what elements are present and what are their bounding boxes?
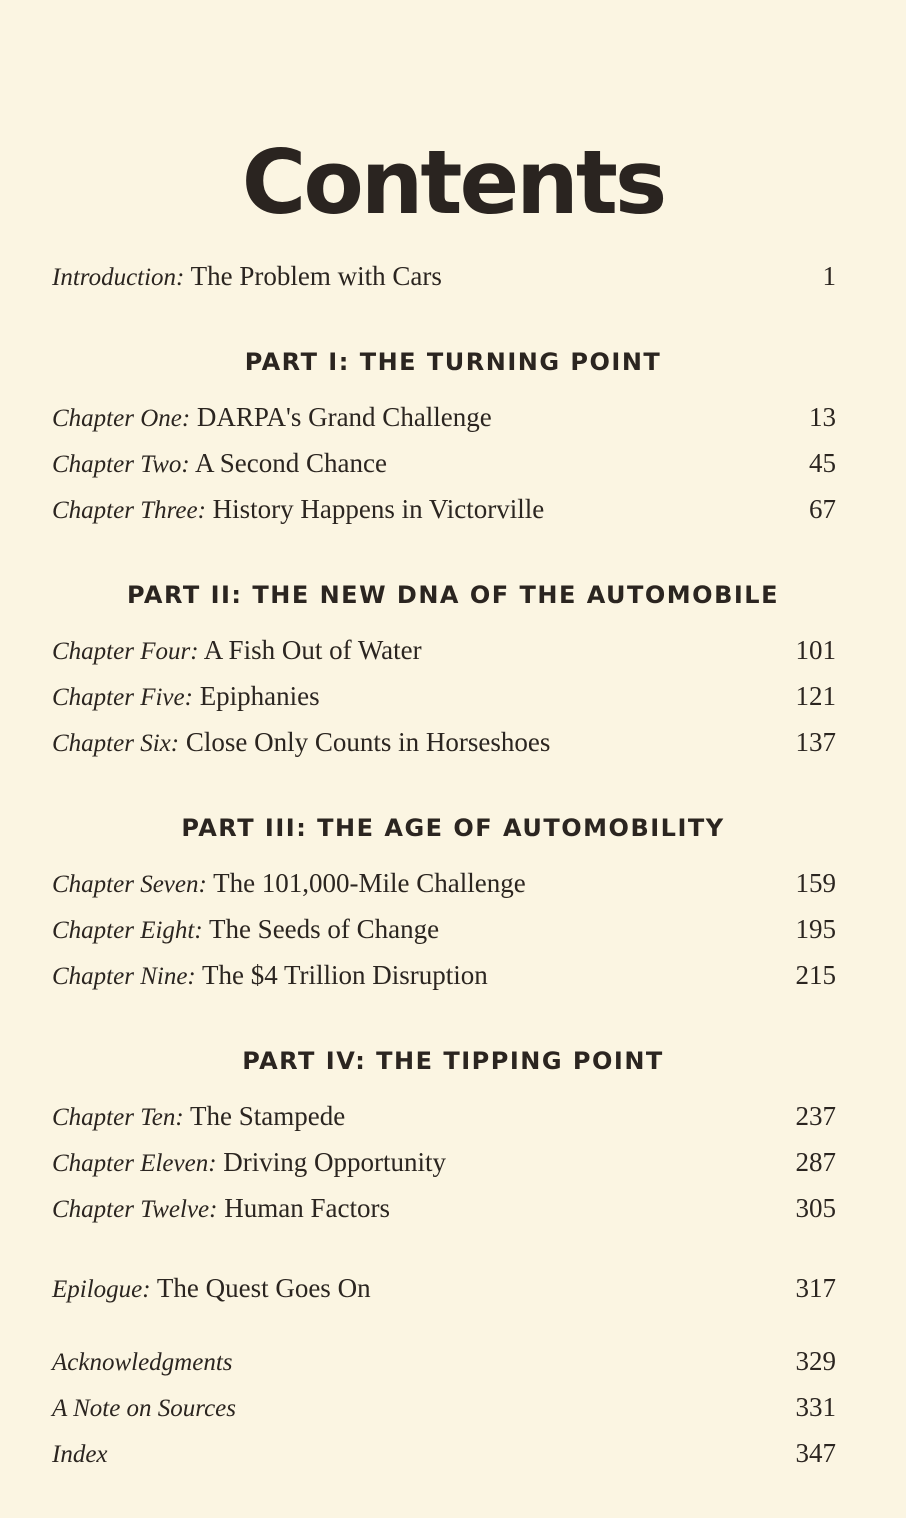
entry-label	[52, 678, 320, 716]
entry-page-number: 67	[809, 494, 836, 524]
entry-page-number: 1	[822, 261, 836, 291]
entry-label	[52, 865, 526, 903]
toc-entry-chapter-2[interactable]	[52, 445, 836, 481]
entry-title: The $4 Trillion Disruption	[202, 960, 488, 990]
toc-entry-chapter-12[interactable]	[52, 1190, 836, 1226]
entry-page-number: 159	[795, 868, 836, 898]
entry-page-number: 347	[795, 1438, 836, 1468]
entry-page-number: 331	[795, 1392, 836, 1422]
entry-page-number: 215	[795, 960, 836, 990]
entry-page-number: 329	[795, 1346, 836, 1376]
entry-prefix: Chapter Three:	[52, 497, 206, 524]
entry-label	[52, 632, 422, 670]
entry-title: The Stampede	[190, 1101, 346, 1131]
toc-entry-chapter-8[interactable]	[52, 911, 836, 947]
entry-title: The Quest Goes On	[156, 1273, 371, 1303]
entry-title: A Fish Out of Water	[203, 635, 422, 665]
entry-title: History Happens in Victorville	[212, 494, 545, 524]
entry-title: Human Factors	[224, 1193, 390, 1223]
entry-title: A Second Chance	[195, 448, 387, 478]
part-heading-3: PART III: THE AGE OF AUTOMOBILITY	[181, 814, 725, 842]
entry-prefix: Chapter Five:	[52, 684, 193, 711]
entry-title: DARPA's Grand Challenge	[196, 402, 492, 432]
toc-entry-note-on-sources[interactable]	[52, 1389, 836, 1425]
entry-prefix: Chapter Nine:	[52, 963, 196, 990]
entry-prefix: Chapter One:	[52, 405, 191, 432]
toc-entry-chapter-11[interactable]	[52, 1144, 836, 1180]
toc-entry-chapter-1[interactable]	[52, 399, 836, 435]
toc-entry-chapter-6[interactable]	[52, 724, 836, 760]
entry-page-number: 317	[795, 1273, 836, 1303]
entry-prefix: Chapter Seven:	[52, 871, 207, 898]
entry-page-number: 101	[795, 635, 836, 665]
entry-title: The 101,000-Mile Challenge	[213, 868, 526, 898]
entry-prefix: Chapter Eight:	[52, 917, 203, 944]
entry-title: Index	[52, 1441, 108, 1468]
entry-prefix: Chapter Two:	[52, 451, 190, 478]
toc-entry-chapter-9[interactable]	[52, 957, 836, 993]
toc-entry-epilogue[interactable]	[52, 1270, 836, 1306]
toc-entry-introduction[interactable]	[52, 258, 836, 294]
part-heading-4: PART IV: THE TIPPING POINT	[242, 1047, 664, 1075]
entry-label	[52, 1144, 446, 1182]
entry-label	[52, 1190, 390, 1228]
toc-entry-chapter-10[interactable]	[52, 1098, 836, 1134]
entry-title: The Problem with Cars	[190, 261, 442, 291]
entry-title: Epiphanies	[199, 681, 320, 711]
toc-entry-acknowledgments[interactable]	[52, 1343, 836, 1379]
entry-prefix: Chapter Six:	[52, 730, 180, 757]
entry-label	[52, 911, 439, 949]
entry-prefix: Chapter Twelve:	[52, 1196, 218, 1223]
toc-entry-chapter-7[interactable]	[52, 865, 836, 901]
entry-prefix: Chapter Ten:	[52, 1104, 184, 1131]
entry-label	[52, 399, 492, 437]
toc-entry-index[interactable]	[52, 1435, 836, 1471]
entry-prefix: Epilogue:	[52, 1276, 151, 1303]
entry-label	[52, 491, 544, 529]
entry-title: Close Only Counts in Horseshoes	[185, 727, 551, 757]
entry-page-number: 195	[795, 914, 836, 944]
entry-label	[52, 1270, 371, 1308]
entry-page-number: 45	[809, 448, 836, 478]
entry-label	[52, 1098, 345, 1136]
entry-page-number: 287	[795, 1147, 836, 1177]
part-heading-2: PART II: THE NEW DNA OF THE AUTOMOBILE	[126, 581, 779, 609]
entry-page-number: 13	[809, 402, 836, 432]
entry-label	[52, 258, 442, 296]
entry-title: The Seeds of Change	[208, 914, 440, 944]
page-title: Contents	[241, 131, 665, 234]
toc-entry-chapter-3[interactable]	[52, 491, 836, 527]
entry-page-number: 237	[795, 1101, 836, 1131]
entry-label	[52, 724, 550, 762]
entry-prefix: Chapter Eleven:	[52, 1150, 217, 1177]
toc-entry-chapter-4[interactable]	[52, 632, 836, 668]
entry-title: Acknowledgments	[52, 1349, 233, 1376]
entry-label	[52, 957, 488, 995]
entry-prefix: Chapter Four:	[52, 638, 199, 665]
entry-page-number: 121	[795, 681, 836, 711]
entry-label	[52, 445, 387, 483]
entry-title: Driving Opportunity	[223, 1147, 447, 1177]
entry-page-number: 305	[795, 1193, 836, 1223]
entry-title: A Note on Sources	[52, 1395, 237, 1422]
entry-prefix: Introduction:	[52, 264, 185, 291]
entry-page-number: 137	[795, 727, 836, 757]
toc-entry-chapter-5[interactable]	[52, 678, 836, 714]
part-heading-1: PART I: THE TURNING POINT	[244, 348, 662, 376]
